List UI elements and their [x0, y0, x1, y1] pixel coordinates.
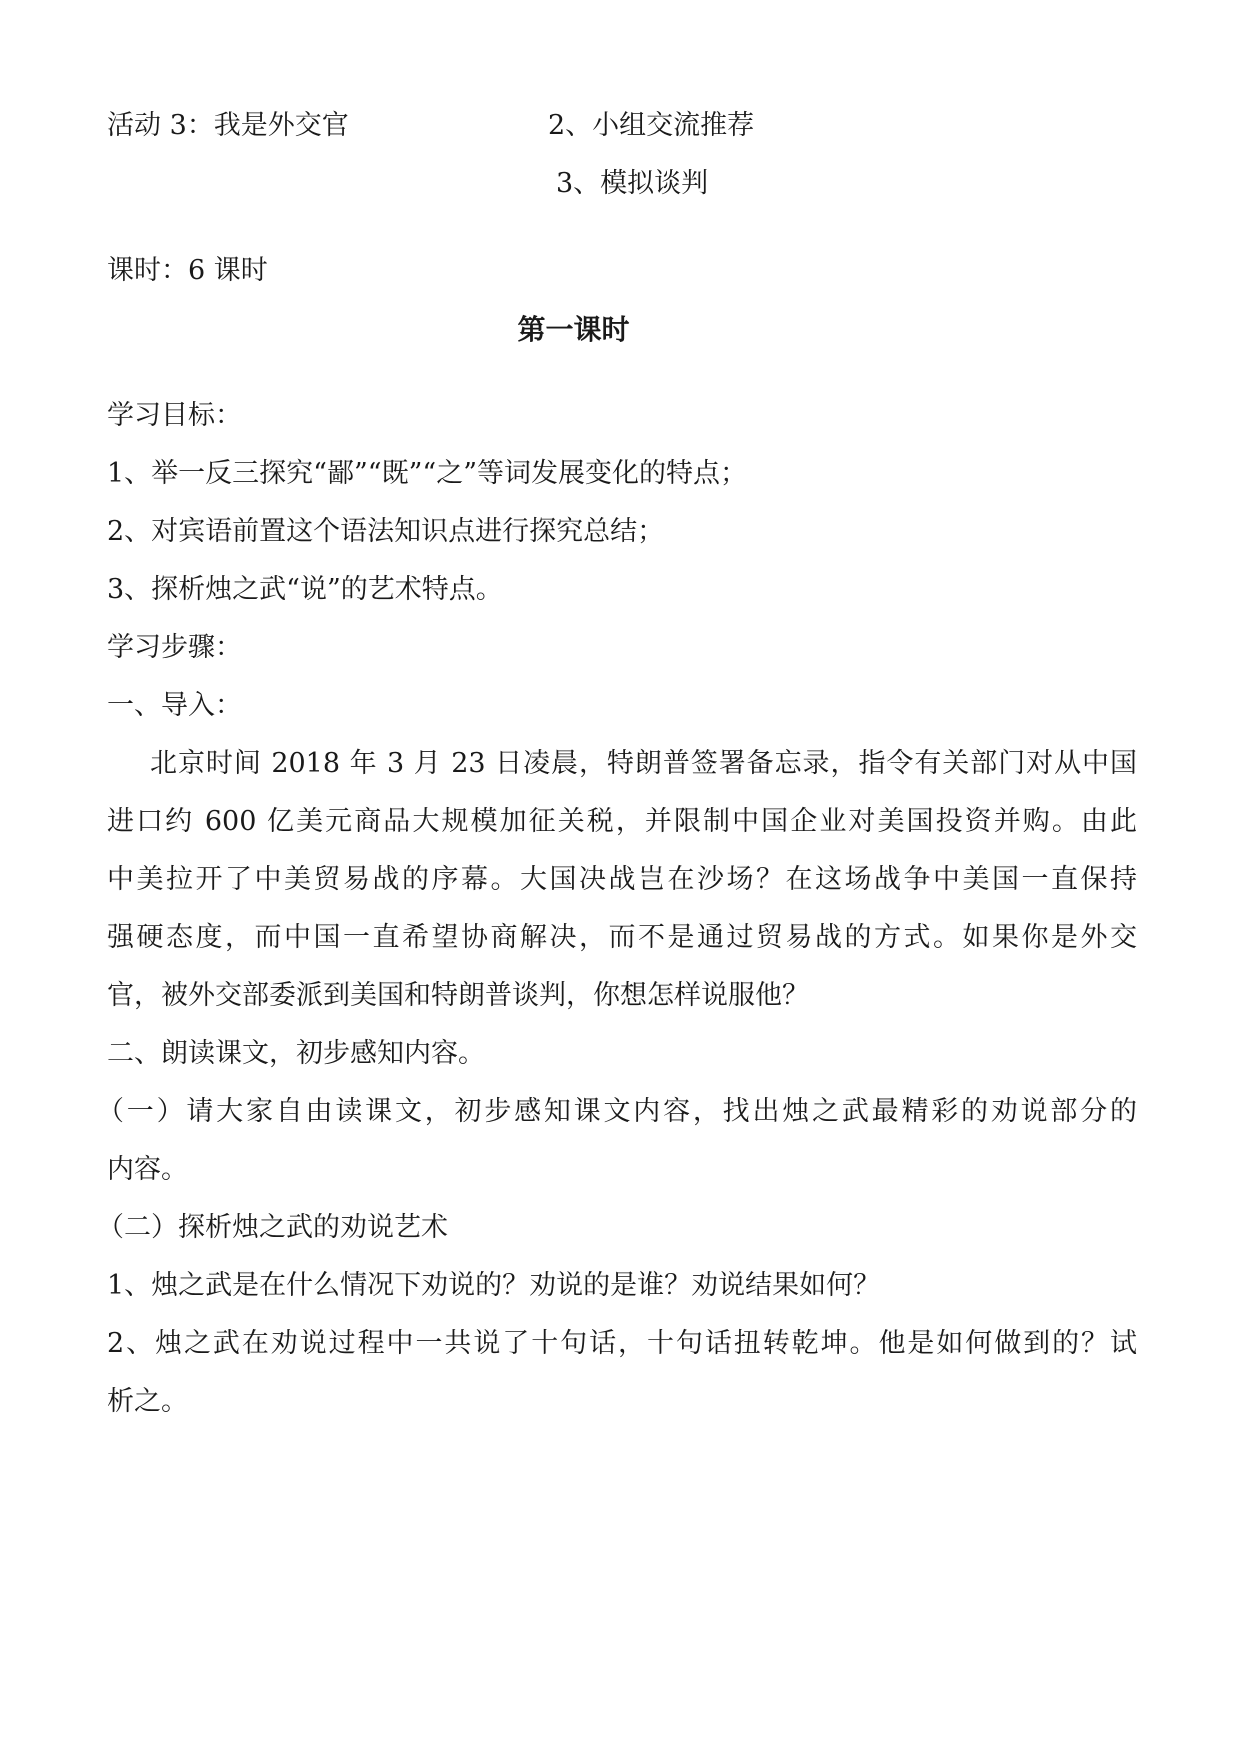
question-1: 1、烛之武是在什么情况下劝说的？劝说的是谁？劝说结果如何？: [107, 1270, 881, 1301]
reading-heading: 二、朗读课文，初步感知内容。: [107, 1038, 485, 1069]
question-2-line: 析之。: [107, 1386, 188, 1417]
lesson-title: 第一课时: [517, 313, 630, 346]
part2-heading: （二）探析烛之武的劝说艺术: [97, 1212, 448, 1243]
activity-label: 活动 3：我是外交官: [107, 110, 349, 141]
part1-line: （一）请大家自由读课文，初步感知课文内容，找出烛之武最精彩的劝说部分的: [97, 1096, 1137, 1127]
class-hours: 课时：6 课时: [107, 255, 268, 286]
objective-item: 2、对宾语前置这个语法知识点进行探究总结；: [107, 516, 665, 547]
objective-item: 3、探析烛之武“说”的艺术特点。: [107, 574, 503, 605]
intro-paragraph-line: 北京时间 2018 年 3 月 23 日凌晨，特朗普签署备忘录，指令有关部门对从中国: [150, 748, 1137, 779]
intro-paragraph-line: 进口约 600 亿美元商品大规模加征关税，并限制中国企业对美国投资并购。由此: [107, 806, 1137, 837]
objectives-heading: 学习目标：: [107, 400, 242, 431]
activity-step-2: 2、小组交流推荐: [548, 110, 755, 141]
question-2-line: 2、烛之武在劝说过程中一共说了十句话，十句话扭转乾坤。他是如何做到的？试: [107, 1328, 1137, 1359]
steps-heading: 学习步骤：: [107, 632, 242, 663]
intro-paragraph-line: 官，被外交部委派到美国和特朗普谈判，你想怎样说服他？: [107, 980, 809, 1011]
intro-paragraph-line: 强硬态度，而中国一直希望协商解决，而不是通过贸易战的方式。如果你是外交: [107, 922, 1137, 953]
activity-step-3: 3、模拟谈判: [556, 168, 709, 199]
intro-paragraph-line: 中美拉开了中美贸易战的序幕。大国决战岂在沙场？在这场战争中美国一直保持: [107, 864, 1137, 895]
part1-line: 内容。: [107, 1154, 188, 1185]
objective-item: 1、举一反三探究“鄙”“既”“之”等词发展变化的特点；: [107, 458, 747, 489]
intro-heading: 一、导入：: [107, 690, 242, 721]
